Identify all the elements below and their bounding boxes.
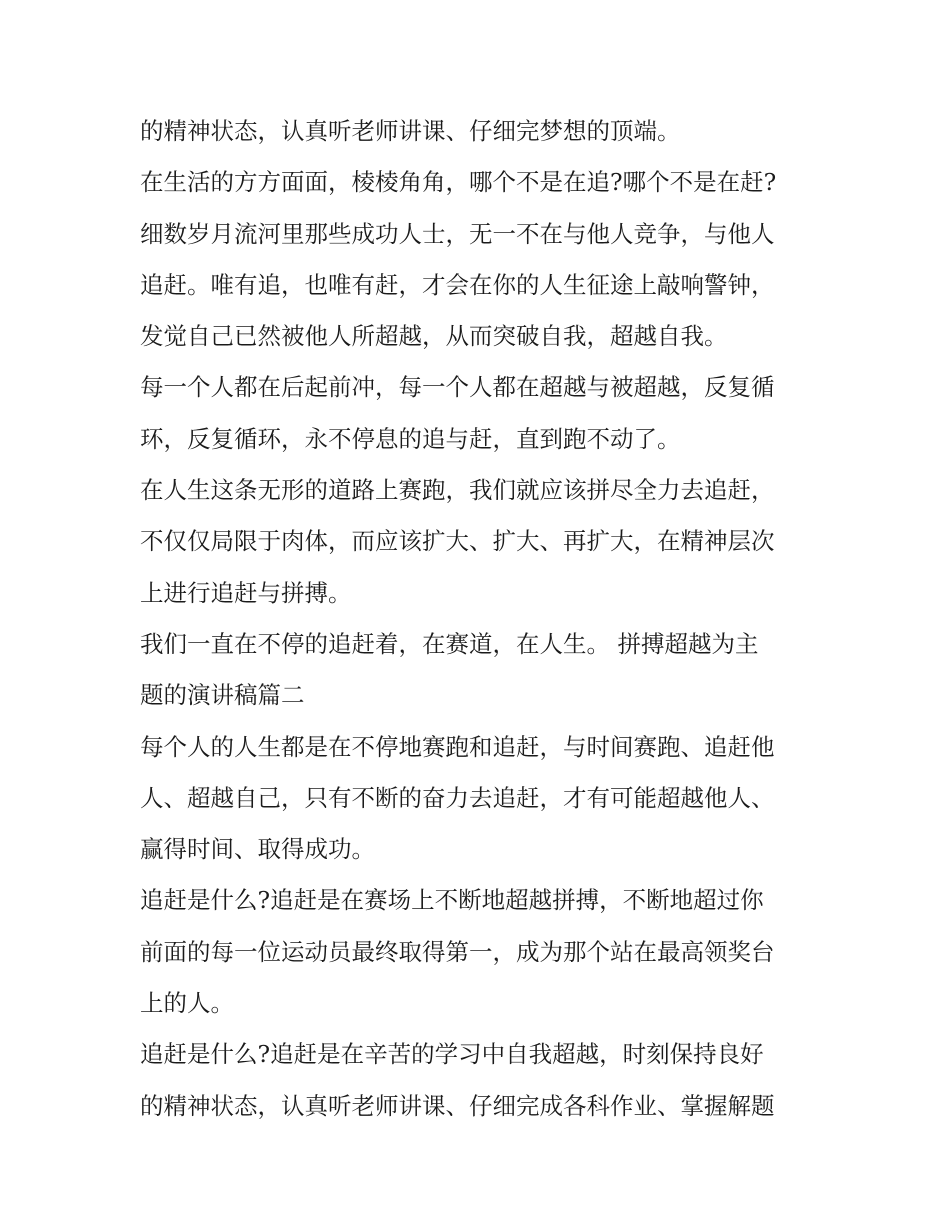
text-line: 题的演讲稿篇二 — [140, 681, 305, 710]
text-line: 在生活的方方面面，棱棱角角，哪个不是在追?哪个不是在赶? — [140, 168, 777, 197]
text-line: 每个人的人生都是在不停地赛跑和追赶，与时间赛跑、追赶他 — [140, 732, 775, 761]
text-line: 在人生这条无形的道路上赛跑，我们就应该拼尽全力去追赶， — [140, 476, 775, 505]
text-line: 发觉自己已然被他人所超越，从而突破自我，超越自我。 — [140, 322, 728, 351]
text-line: 细数岁月流河里那些成功人士，无一不在与他人竞争，与他人 — [140, 219, 775, 248]
text-line: 上进行追赶与拼搏。 — [140, 578, 352, 607]
text-line: 追赶。唯有追，也唯有赶，才会在你的人生征途上敲响警钟， — [140, 270, 775, 299]
text-line: 前面的每一位运动员最终取得第一，成为那个站在最高领奖台 — [140, 937, 775, 966]
text-line: 的精神状态，认真听老师讲课、仔细完梦想的顶端。 — [140, 117, 681, 145]
text-line: 的精神状态，认真听老师讲课、仔细完成各科作业、掌握解题 — [140, 1091, 775, 1120]
text-line: 赢得时间、取得成功。 — [140, 835, 375, 864]
text-line: 不仅仅局限于肉体，而应该扩大、扩大、再扩大，在精神层次 — [140, 527, 775, 556]
text-line: 上的人。 — [140, 989, 234, 1018]
text-line: 人、超越自己，只有不断的奋力去追赶，才有可能超越他人、 — [140, 783, 775, 812]
text-line: 我们一直在不停的追赶着，在赛道，在人生。 拼搏超越为主 — [140, 629, 759, 658]
document-body — [140, 106, 820, 1132]
text-line: 每一个人都在后起前冲，每一个人都在超越与被超越，反复循 — [140, 373, 775, 402]
text-line: 环，反复循环，永不停息的追与赶，直到跑不动了。 — [140, 424, 681, 453]
text-line: 追赶是什么?追赶是在辛苦的学习中自我超越，时刻保持良好 — [140, 1040, 764, 1069]
text-line: 追赶是什么?追赶是在赛场上不断地超越拼搏，不断地超过你 — [140, 886, 764, 915]
